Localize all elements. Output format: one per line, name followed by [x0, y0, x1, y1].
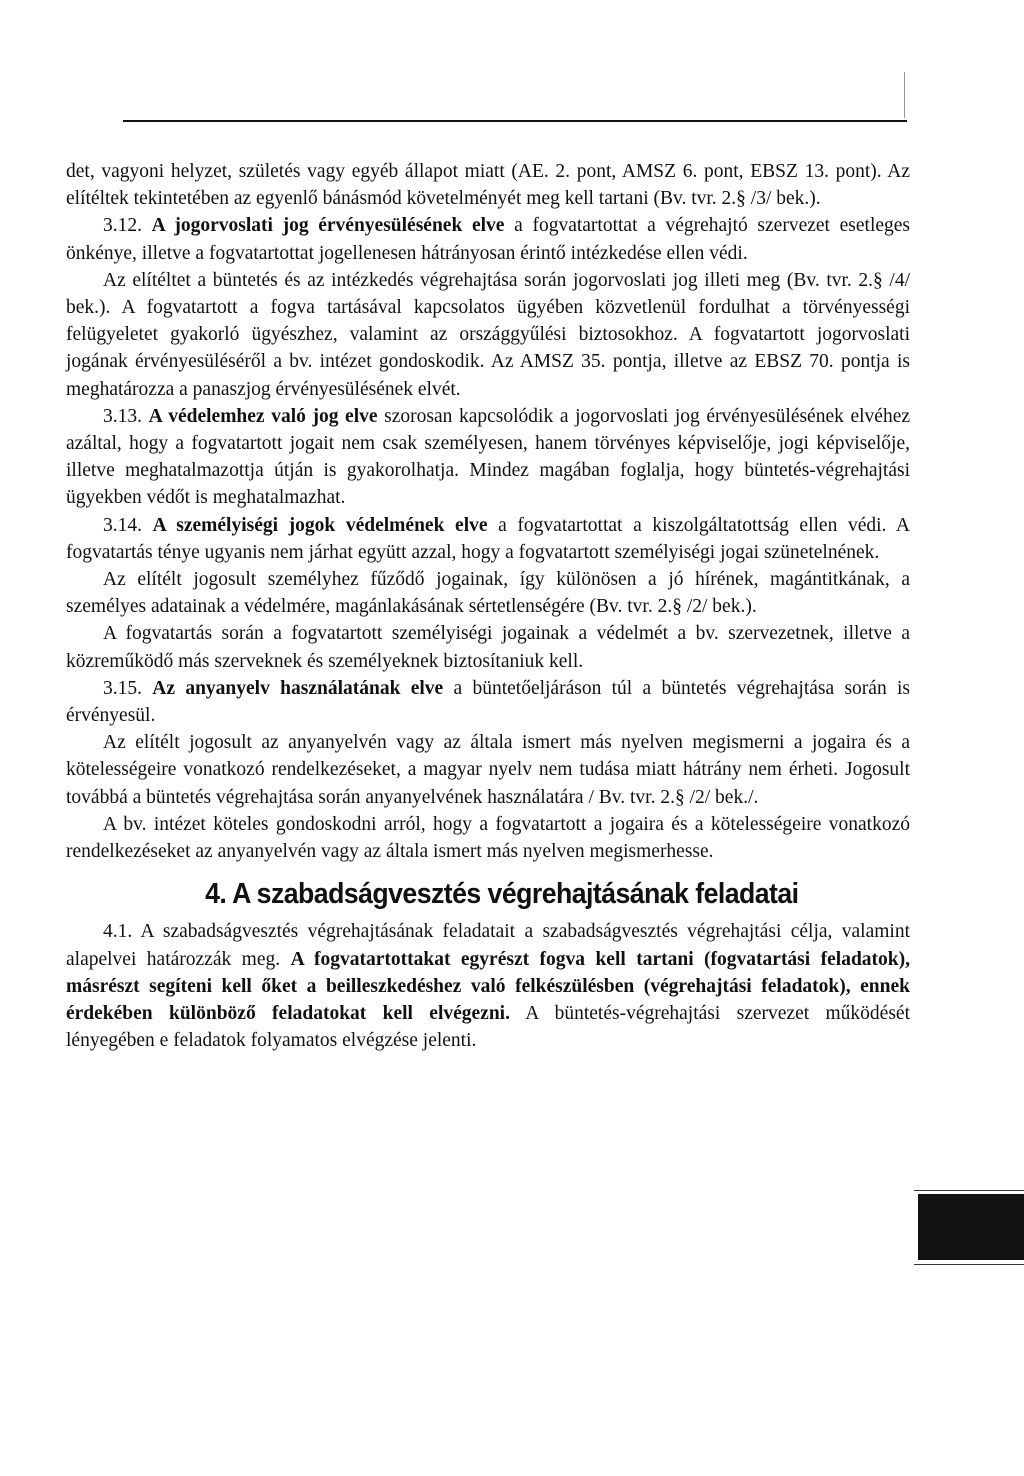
section-3-12-paragraph-2: Az elítéltet a büntetés és az intézkedés végrehajtása során jogorvoslati jog illeti meg (Bv. tvr. 2.§ /4/ bek.). A fogvatartott a fogva tartásával kapcsolatos ügyében közvetlenül fordulhat a törvényességi felügyeletet gyakorló ügyészhez, valamint az országgyűlési biztosokhoz. A fogvatartott jogorvoslati jogának érvényesüléséről a bv. intézet gondoskodik. Az AMSZ 35. pontja, illetve az EBSZ 70. pontja is meghatározza a panaszjog érvényesülésének elvét. [66, 269, 910, 400]
page-body [66, 158, 910, 1055]
section-title: Az anyanyelv használatának elve [152, 677, 444, 699]
margin-marker-top-line [914, 1190, 1024, 1191]
section-3-12 [66, 212, 910, 266]
section-number: 3.12. [103, 215, 142, 237]
section-title: A védelemhez való jog elve [148, 405, 378, 427]
page-edge-tick [904, 72, 905, 118]
section-title: A személyiségi jogok védelmének elve [152, 514, 488, 536]
section-text: a fogvatartottat a végrehajtó szervezet esetleges önkénye, illetve a fogvatartottat jogellenesen hátrányosan érintő intézkedése ellen védi. [66, 215, 911, 264]
section-3-14-paragraph-3: A fogvatartás során a fogvatartott személyiségi jogainak a védelmét a bv. szervezetnek, illetve a közreműködő más szerveknek és személyeknek biztosítaniuk kell. [66, 623, 910, 672]
section-text: szorosan kapcsolódik a jogorvoslati jog érvényesülésének elvéhez azáltal, hogy a fogvatartott jogait nem csak személyesen, hanem törvényes képviselője, jogi képviselője, illetve meghatalmazottja útján is gyakorolhatja. Mindez magában foglalja, hogy büntetés-végrehajtási ügyekben védőt is meghatalmazhat. [66, 405, 911, 509]
section-text-tail: A büntetés-végrehajtási szervezet működését lényegében e feladatok folyamatos elvégzése jelenti. [66, 1003, 910, 1052]
margin-marker-bottom-line [914, 1264, 1024, 1265]
section-text: A szabadságvesztés végrehajtásának feladatait a szabadságvesztés végrehajtási célja, valamint alapelvei határozzák meg. [66, 921, 910, 970]
section-3-14 [66, 512, 910, 566]
lead-paragraph: det, vagyoni helyzet, születés vagy egyéb állapot miatt (AE. 2. pont, AMSZ 6. pont, EBSZ 13. pont). Az elítéltek tekintetében az egyenlő bánásmód követelményét meg kell tartani (Bv. tvr. 2.§ /3/ bek.). [66, 161, 910, 210]
section-3-15-paragraph-2: Az elítélt jogosult az anyanyelvén vagy az általa ismert más nyelven megismerni a jogaira és a kötelességeire vonatkozó rendelkezéseket, a magyar nyelv nem tudása miatt hátrány nem érheti. Jogosult továbbá a büntetés végrehajtása során anyanyelvének használatára / Bv. tvr. 2.§ /2/ bek./. [66, 732, 910, 808]
header-rule [123, 120, 907, 122]
section-number: 4.1. [103, 921, 133, 943]
section-emphasis: A fogvatartottakat egyrészt fogva kell tartani (fogvatartási feladatok), másrészt segíteni kell őket a beilleszkedéshez való felkészülésben (végrehajtási feladatok), ennek érdekében különböző feladatokat kell elvégezni. [66, 948, 910, 1025]
section-3-13 [66, 403, 910, 512]
section-3-15 [66, 675, 910, 729]
section-3-15-paragraph-3: A bv. intézet köteles gondoskodni arról, hogy a fogvatartott a jogaira és a kötelességeire vonatkozó rendelkezéseket az anyanyelvén vagy az általa ismert más nyelven megismerhesse. [66, 813, 910, 863]
section-number: 3.14. [103, 514, 142, 536]
section-text: a büntetőeljáráson túl a büntetés végrehajtása során is érvényesül. [66, 677, 910, 727]
section-number: 3.13. [103, 405, 142, 427]
section-4-1 [66, 918, 910, 1054]
section-number: 3.15. [103, 677, 142, 699]
margin-marker-block [918, 1194, 1024, 1260]
section-text: a fogvatartottat a kiszolgáltatottság ellen védi. A fogvatartás ténye ugyanis nem járhat együtt azzal, hogy a fogvatartott személyiségi jogai szünetelnének. [66, 514, 911, 563]
section-title: A jogorvoslati jog érvényesülésének elve [151, 215, 505, 237]
chapter-heading: 4. A szabadságvesztés végrehajtásának feladatai [205, 878, 799, 911]
section-3-14-paragraph-2: Az elítélt jogosult személyhez fűződő jogainak, így különösen a jó hírének, magántitkának, a személyes adatainak a védelmére, magánlakásának sértetlenségére (Bv. tvr. 2.§ /2/ bek.). [66, 569, 910, 618]
